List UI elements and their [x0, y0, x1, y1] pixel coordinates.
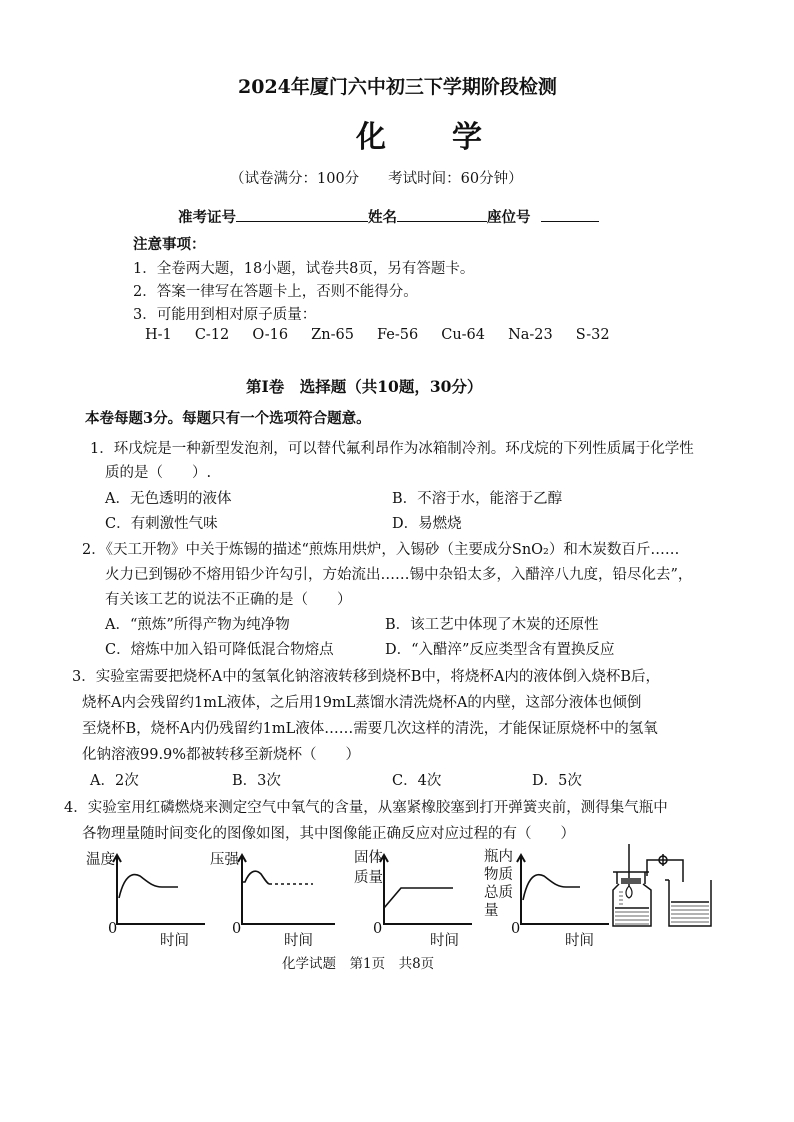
beaker-water-hatch	[671, 906, 709, 922]
option-b[interactable]: B．3次	[232, 773, 281, 789]
option-c[interactable]: C．有刺激性气味	[105, 516, 218, 532]
graph-1-curve	[119, 875, 178, 898]
atomic-mass: Zn-65	[311, 327, 354, 343]
notice-item: 2．答案一律写在答题卡上，否则不能得分。	[133, 284, 418, 300]
exam-number-field	[178, 206, 599, 227]
atomic-mass: Cu-64	[441, 327, 486, 343]
seat-label: 座位号	[487, 209, 531, 226]
graph-2-axes	[242, 856, 335, 924]
graph-3-origin: 0	[373, 921, 383, 937]
option-a[interactable]: A．2次	[90, 773, 139, 789]
graph-4-curve	[523, 875, 580, 900]
clamp-handle	[659, 854, 667, 866]
graph-4-origin: 0	[511, 921, 521, 937]
question-3-text: 化钠溶液99.9%都被转移至新烧杯（ ）	[82, 747, 361, 763]
seat-blank[interactable]	[541, 207, 599, 222]
option-d[interactable]: D．“入醋淬”反应类型含有置换反应	[385, 642, 615, 658]
exam-number-blank[interactable]	[236, 207, 368, 222]
graph-3-axes	[384, 856, 472, 924]
graph-2-xlabel: 时间	[284, 933, 313, 949]
atomic-mass: O-16	[252, 327, 289, 343]
question-3-text: 烧杯A内会残留约1mL液体，之后用19mL蒸馏水清洗烧杯A的内壁，这部分液体也倾倒	[82, 695, 642, 711]
atomic-mass-list	[145, 327, 610, 343]
option-c[interactable]: C．4次	[392, 773, 442, 789]
bottle-water-hatch	[615, 912, 649, 924]
graph-3-curve	[384, 888, 453, 908]
option-a[interactable]: A．无色透明的液体	[105, 491, 232, 507]
question-1-text: 质的是（ ）.	[105, 465, 212, 481]
graph-4-total-mass	[514, 850, 614, 930]
atomic-mass: Fe-56	[376, 327, 419, 343]
exam-info: （试卷满分：100分 考试时间：60分钟）	[230, 171, 523, 187]
graph-4-ylabel: 瓶内物质总质量	[484, 849, 513, 919]
graph-2-ylabel: 压强	[210, 852, 239, 868]
graph-2-pressure	[235, 850, 345, 930]
notice-item: 3．可能用到相对原子质量：	[133, 307, 317, 323]
option-a[interactable]: A．“煎炼”所得产物为纯净物	[105, 617, 290, 633]
graph-4-axes	[521, 856, 609, 924]
section-heading: 第Ⅰ卷 选择题（共10题，30分）	[246, 377, 483, 396]
subject-title: 化 学	[356, 120, 484, 155]
option-b[interactable]: B．不溶于水，能溶于乙醇	[392, 491, 563, 507]
name-blank[interactable]	[397, 207, 487, 222]
question-2-text: 火力已到锡砂不熔用铅少许勾引，方始流出……锡中杂铅太多，入醋淬八九度，铅尽化去”，	[105, 567, 693, 583]
question-2-text: 2．《天工开物》中关于炼锡的描述“煎炼用烘炉，入锡砂（主要成分SnO₂）和木炭数百斤……	[82, 542, 680, 558]
graph-1-axes	[117, 856, 205, 924]
option-b[interactable]: B．该工艺中体现了木炭的还原性	[385, 617, 599, 633]
graph-1-temperature	[110, 850, 210, 930]
page-footer: 化学试题 第1页 共8页	[282, 956, 435, 972]
question-3-text: 至烧杯B，烧杯A内仍残留约1mL液体……需要几次这样的清洗，才能保证原烧杯中的氢氧	[82, 721, 658, 737]
graph-3-xlabel: 时间	[430, 933, 459, 949]
atomic-mass: H-1	[145, 327, 172, 343]
option-c[interactable]: C．熔炼中加入铅可降低混合物熔点	[105, 642, 334, 658]
graph-2-origin: 0	[232, 921, 242, 937]
graph-1-ylabel: 温度	[86, 852, 115, 868]
atomic-mass: Na-23	[508, 327, 553, 343]
graph-1-origin: 0	[108, 921, 118, 937]
notice-item: 1．全卷两大题，18小题，试卷共8页，另有答题卡。	[133, 261, 475, 277]
beaker	[669, 880, 711, 926]
question-1-text: 1．环戊烷是一种新型发泡剂，可以替代氟利昂作为冰箱制冷剂。环戊烷的下列性质属于化学性	[90, 441, 694, 457]
option-d[interactable]: D．5次	[532, 773, 582, 789]
exam-title: 2024年厦门六中初三下学期阶段检测	[238, 76, 557, 98]
question-4-text: 各物理量随时间变化的图像如图，其中图像能正确反应对应过程的有（ ）	[82, 826, 575, 842]
graph-4-xlabel: 时间	[565, 933, 594, 949]
question-3-text: 3．实验室需要把烧杯A中的氢氧化钠溶液转移到烧杯B中，将烧杯A内的液体倒入烧杯B后，	[72, 669, 660, 685]
graph-1-xlabel: 时间	[160, 933, 189, 949]
notice-heading: 注意事项：	[133, 236, 206, 253]
question-4-text: 4．实验室用红磷燃烧来测定空气中氧气的含量，从塞紧橡胶塞到打开弹簧夹前，测得集气瓶中	[64, 800, 668, 816]
question-2-text: 有关该工艺的说法不正确的是（ ）	[105, 592, 352, 608]
graph-3-ylabel: 固体质量	[354, 850, 383, 886]
graph-2-curve	[242, 871, 269, 884]
graph-3-solid-mass	[377, 850, 477, 930]
section-instruction: 本卷每题3分。每题只有一个选项符合题意。	[85, 410, 371, 427]
combustion-spoon	[626, 886, 632, 898]
atomic-mass: S-32	[575, 327, 610, 343]
name-label: 姓名	[368, 209, 397, 226]
stopper-fill	[621, 878, 641, 884]
bottle-scale	[619, 892, 623, 904]
option-d[interactable]: D．易燃烧	[392, 516, 462, 532]
atomic-mass: C-12	[194, 327, 230, 343]
exam-number-label: 准考证号	[178, 209, 236, 226]
apparatus-diagram	[607, 842, 725, 930]
